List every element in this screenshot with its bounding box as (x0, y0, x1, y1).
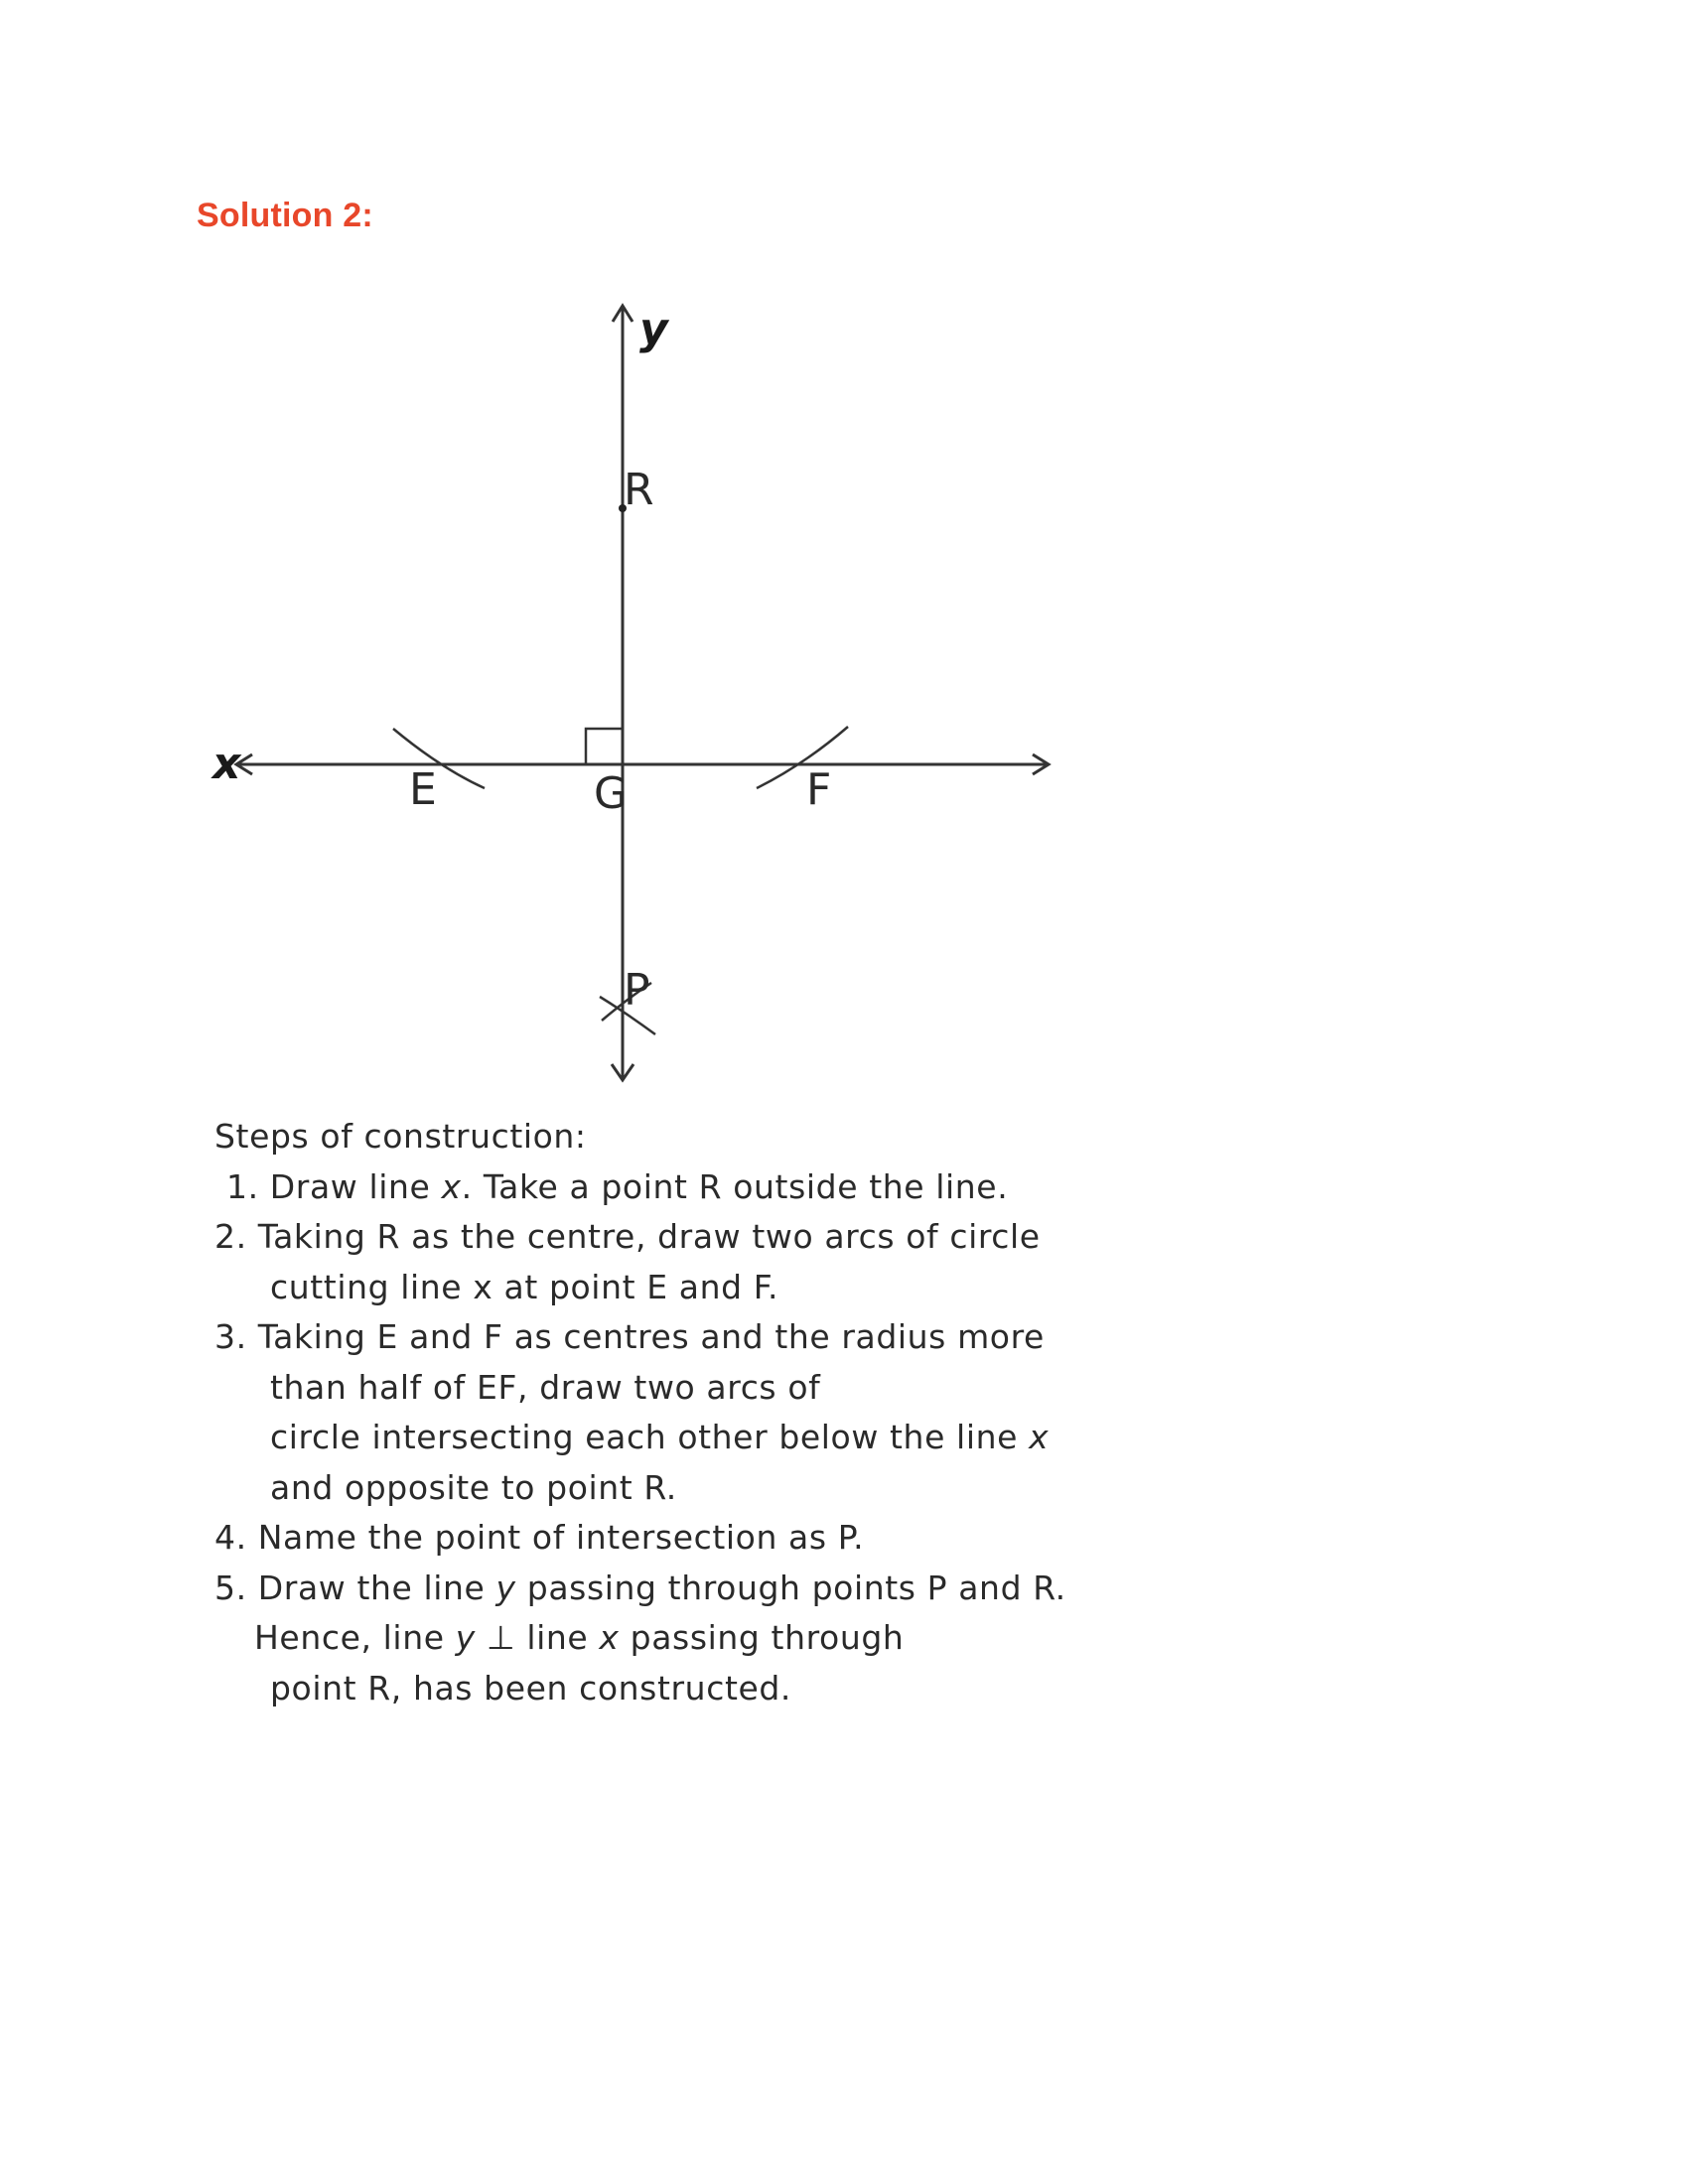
arc-at-E (393, 729, 485, 788)
label-G: G (594, 768, 629, 819)
label-x: x (212, 739, 241, 789)
step-3-line-1: 3. Taking E and F as centres and the radius more (214, 1317, 1045, 1356)
construction-figure (199, 288, 1092, 1102)
step-4: 4. Name the point of intersection as P. (214, 1518, 865, 1557)
solution-heading: Solution 2: (197, 197, 373, 234)
label-F: F (806, 764, 832, 815)
conclusion-line-2: point R, has been constructed. (270, 1668, 792, 1707)
step-5: 5. Draw the line y passing through points P and R. (214, 1568, 1066, 1607)
label-E: E (409, 764, 437, 815)
label-P: P (624, 965, 650, 1016)
steps-title: Steps of construction: (214, 1117, 587, 1156)
label-R: R (624, 465, 654, 515)
step-2-line-1: 2. Taking R as the centre, draw two arcs of circle (214, 1217, 1041, 1256)
conclusion-line-1: Hence, line y ⊥ line x passing through (254, 1618, 905, 1657)
step-3-line-2: than half of EF, draw two arcs of (270, 1367, 821, 1407)
right-angle-marker (586, 729, 623, 764)
step-2-line-2: cutting line x at point E and F. (270, 1267, 779, 1306)
step-1: 1. Draw line x. Take a point R outside the line. (226, 1166, 1009, 1206)
construction-steps (214, 1112, 1207, 1713)
label-y: y (639, 304, 668, 354)
step-3-line-3: circle intersecting each other below the line x (270, 1418, 1050, 1456)
step-3-line-4: and opposite to point R. (270, 1467, 677, 1507)
construction-diagram (199, 288, 1092, 1102)
arc-at-F (757, 727, 848, 788)
